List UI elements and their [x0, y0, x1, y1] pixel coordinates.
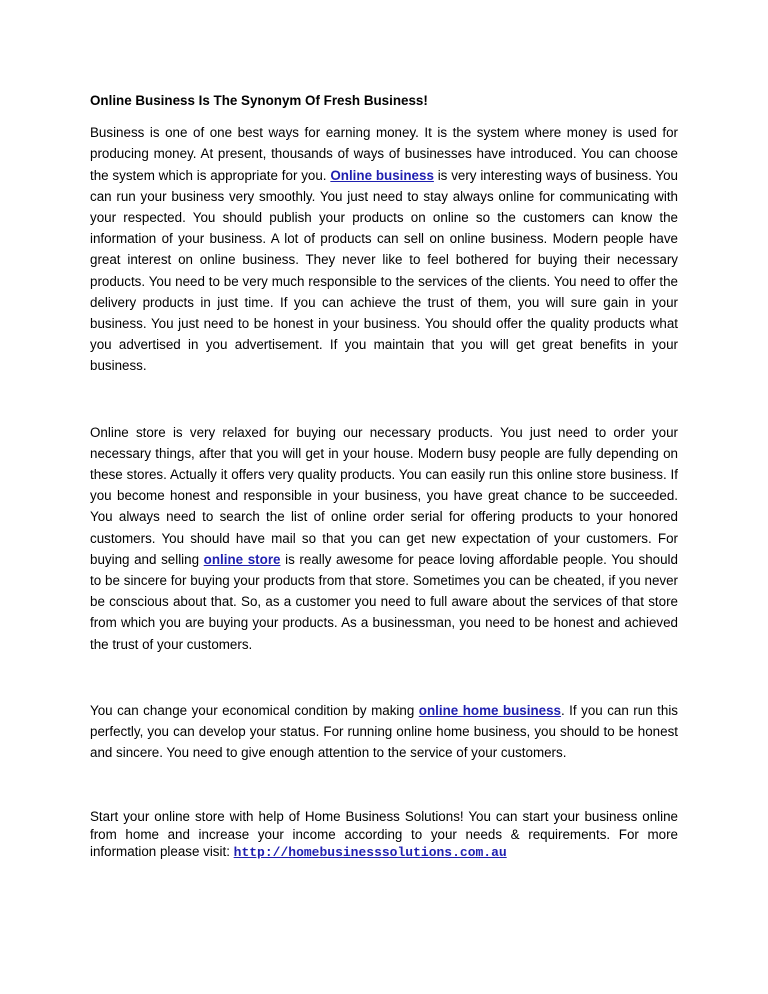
paragraph-text: is really awesome for peace loving affordable people. You should to be sincere for buying your products from that store. Sometimes you can be cheated, if you never be conscious about that. So, as a customer you need to full aware about the services of that store from which you are buying your products. As a businessman, you need to be honest and achieved the trust of your customers. — [90, 551, 678, 652]
paragraph-text: Online store is very relaxed for buying our necessary products. You just need to order your necessary things, after that you will get in your house. Modern busy people are fully depending on these stores. Actually it offers very quality products. You can easily run this online store business. If you become honest and responsible in your business, you have great chance to be succeeded. You always need to search the list of online order serial for offering products to your honored customers. You should have mail so that you can get new expectation of your customers. For buying and selling — [90, 424, 678, 567]
paragraph-text: Start your online store with help of Home Business Solutions! You can start your business online from home and increase your income according to your needs & requirements. For more information please visit: — [90, 809, 678, 860]
paragraph-home-business — [90, 700, 678, 764]
paragraph-call-to-action — [90, 808, 678, 862]
paragraph-online-business — [90, 122, 678, 376]
paragraph-text: is very interesting ways of business. You can run your business very smoothly. You just need to stay always online for communicating with your respected. You should publish your products on online so the customers can know the information of your business. A lot of products can sell on online business. Modern people have great interest on online business. They never like to feel bothered for buying their necessary products. You need to be very much responsible to the services of the clients. You need to offer the delivery products in just time. If you can achieve the trust of them, you will sure gain in your business. You just need to be honest in your business. You should offer the quality products what you advertised in you advertisement. If you maintain that you will get great benefits in your business. — [90, 167, 678, 374]
paragraph-text: You can change your economical condition by making — [90, 702, 419, 718]
online-business-link[interactable]: Online business — [330, 167, 434, 183]
online-store-link[interactable]: online store — [203, 551, 281, 567]
paragraph-text: Business is one of one best ways for earning money. It is the system where money is used for producing money. At present, thousands of ways of businesses have introduced. You can choose the system which is appropriate for you. — [90, 125, 678, 183]
online-home-business-link[interactable]: online home business — [418, 702, 561, 718]
website-url-link[interactable]: http://homebusinesssolutions.com.au — [233, 845, 507, 861]
document-body — [90, 90, 678, 862]
document-title: Online Business Is The Synonym Of Fresh Business! — [90, 93, 428, 108]
paragraph-online-store — [90, 422, 678, 655]
paragraph-text: . If you can run this perfectly, you can develop your status. For running online home business, you should to be honest and sincere. You need to give enough attention to the service of your customers. — [90, 702, 678, 761]
